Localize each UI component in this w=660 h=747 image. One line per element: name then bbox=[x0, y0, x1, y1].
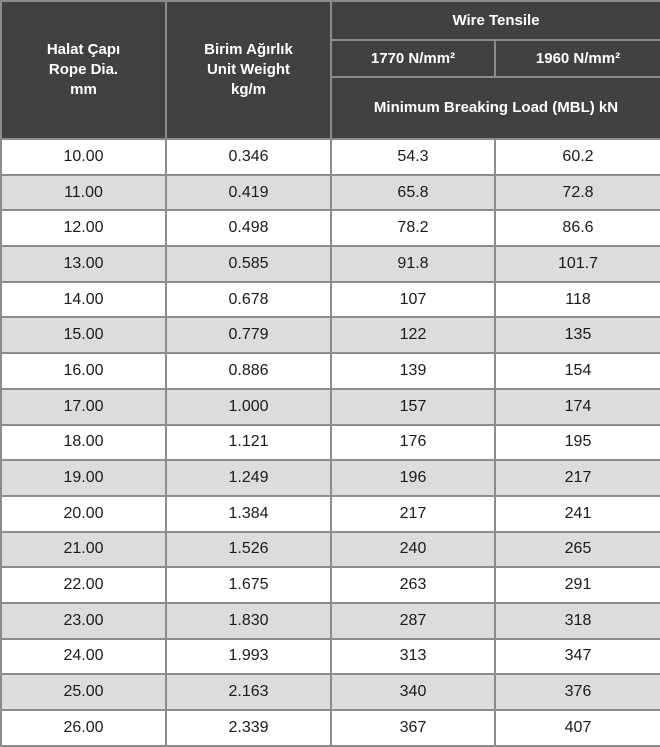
header-unit-weight bbox=[166, 1, 331, 139]
cell-mbl-1770: 65.8 bbox=[331, 175, 495, 211]
header-rope-dia-line1: Halat Çapı bbox=[46, 41, 121, 58]
header-grade-1770: 1770 N/mm² bbox=[331, 40, 495, 77]
cell-mbl-1960: 118 bbox=[495, 282, 660, 318]
cell-rope-dia: 11.00 bbox=[1, 175, 166, 211]
cell-mbl-1770: 139 bbox=[331, 353, 495, 389]
cell-rope-dia: 24.00 bbox=[1, 639, 166, 675]
cell-mbl-1960: 72.8 bbox=[495, 175, 660, 211]
cell-mbl-1770: 340 bbox=[331, 674, 495, 710]
cell-rope-dia: 13.00 bbox=[1, 246, 166, 282]
cell-mbl-1960: 86.6 bbox=[495, 210, 660, 246]
cell-mbl-1960: 376 bbox=[495, 674, 660, 710]
cell-mbl-1960: 291 bbox=[495, 567, 660, 603]
cell-unit-weight: 0.779 bbox=[166, 317, 331, 353]
cell-rope-dia: 14.00 bbox=[1, 282, 166, 318]
cell-rope-dia: 22.00 bbox=[1, 567, 166, 603]
header-wire-tensile: Wire Tensile bbox=[331, 1, 660, 40]
cell-mbl-1770: 78.2 bbox=[331, 210, 495, 246]
table-row bbox=[1, 532, 660, 568]
cell-unit-weight: 0.419 bbox=[166, 175, 331, 211]
cell-rope-dia: 20.00 bbox=[1, 496, 166, 532]
cell-rope-dia: 21.00 bbox=[1, 532, 166, 568]
cell-mbl-1770: 122 bbox=[331, 317, 495, 353]
cell-mbl-1770: 263 bbox=[331, 567, 495, 603]
cell-mbl-1960: 195 bbox=[495, 425, 660, 461]
cell-mbl-1960: 174 bbox=[495, 389, 660, 425]
cell-unit-weight: 2.339 bbox=[166, 710, 331, 746]
cell-rope-dia: 25.00 bbox=[1, 674, 166, 710]
table-row bbox=[1, 496, 660, 532]
header-rope-dia-line2: Rope Dia. bbox=[48, 61, 119, 78]
cell-mbl-1960: 347 bbox=[495, 639, 660, 675]
cell-unit-weight: 0.346 bbox=[166, 139, 331, 175]
cell-mbl-1960: 154 bbox=[495, 353, 660, 389]
cell-unit-weight: 1.000 bbox=[166, 389, 331, 425]
table-row bbox=[1, 353, 660, 389]
header-rope-dia-line3: mm bbox=[70, 81, 97, 98]
cell-rope-dia: 16.00 bbox=[1, 353, 166, 389]
cell-unit-weight: 1.526 bbox=[166, 532, 331, 568]
cell-rope-dia: 12.00 bbox=[1, 210, 166, 246]
cell-unit-weight: 0.886 bbox=[166, 353, 331, 389]
header-unit-weight-line2: Unit Weight bbox=[206, 61, 291, 78]
table-row bbox=[1, 460, 660, 496]
cell-unit-weight: 2.163 bbox=[166, 674, 331, 710]
cell-rope-dia: 19.00 bbox=[1, 460, 166, 496]
cell-unit-weight: 0.498 bbox=[166, 210, 331, 246]
cell-mbl-1770: 196 bbox=[331, 460, 495, 496]
table-row bbox=[1, 425, 660, 461]
table-row bbox=[1, 210, 660, 246]
cell-mbl-1770: 217 bbox=[331, 496, 495, 532]
cell-unit-weight: 0.678 bbox=[166, 282, 331, 318]
table-row bbox=[1, 389, 660, 425]
cell-mbl-1960: 318 bbox=[495, 603, 660, 639]
cell-unit-weight: 1.249 bbox=[166, 460, 331, 496]
cell-mbl-1770: 240 bbox=[331, 532, 495, 568]
cell-unit-weight: 1.384 bbox=[166, 496, 331, 532]
cell-unit-weight: 1.675 bbox=[166, 567, 331, 603]
table-row bbox=[1, 175, 660, 211]
cell-mbl-1960: 135 bbox=[495, 317, 660, 353]
cell-unit-weight: 1.830 bbox=[166, 603, 331, 639]
cell-mbl-1770: 313 bbox=[331, 639, 495, 675]
cell-unit-weight: 0.585 bbox=[166, 246, 331, 282]
cell-mbl-1960: 60.2 bbox=[495, 139, 660, 175]
table-row bbox=[1, 282, 660, 318]
cell-mbl-1960: 265 bbox=[495, 532, 660, 568]
table-row bbox=[1, 603, 660, 639]
cell-mbl-1960: 407 bbox=[495, 710, 660, 746]
cell-rope-dia: 15.00 bbox=[1, 317, 166, 353]
table-body bbox=[1, 139, 660, 746]
cell-rope-dia: 26.00 bbox=[1, 710, 166, 746]
cell-rope-dia: 17.00 bbox=[1, 389, 166, 425]
table-row bbox=[1, 567, 660, 603]
table-row bbox=[1, 674, 660, 710]
header-mbl: Minimum Breaking Load (MBL) kN bbox=[331, 77, 660, 139]
cell-rope-dia: 23.00 bbox=[1, 603, 166, 639]
cell-mbl-1960: 241 bbox=[495, 496, 660, 532]
header-rope-dia bbox=[1, 1, 166, 139]
cell-mbl-1770: 176 bbox=[331, 425, 495, 461]
cell-mbl-1770: 54.3 bbox=[331, 139, 495, 175]
cell-mbl-1770: 107 bbox=[331, 282, 495, 318]
cell-mbl-1770: 91.8 bbox=[331, 246, 495, 282]
cell-unit-weight: 1.121 bbox=[166, 425, 331, 461]
table-row bbox=[1, 710, 660, 746]
table-row bbox=[1, 139, 660, 175]
table-row bbox=[1, 317, 660, 353]
cell-unit-weight: 1.993 bbox=[166, 639, 331, 675]
cell-rope-dia: 18.00 bbox=[1, 425, 166, 461]
cell-mbl-1770: 157 bbox=[331, 389, 495, 425]
table-row bbox=[1, 639, 660, 675]
cell-rope-dia: 10.00 bbox=[1, 139, 166, 175]
header-grade-1960: 1960 N/mm² bbox=[495, 40, 660, 77]
cell-mbl-1770: 287 bbox=[331, 603, 495, 639]
cell-mbl-1770: 367 bbox=[331, 710, 495, 746]
header-unit-weight-line3: kg/m bbox=[230, 81, 266, 98]
table-header bbox=[1, 1, 660, 139]
cell-mbl-1960: 217 bbox=[495, 460, 660, 496]
header-unit-weight-line1: Birim Ağırlık bbox=[204, 41, 293, 58]
cell-mbl-1960: 101.7 bbox=[495, 246, 660, 282]
table-row bbox=[1, 246, 660, 282]
